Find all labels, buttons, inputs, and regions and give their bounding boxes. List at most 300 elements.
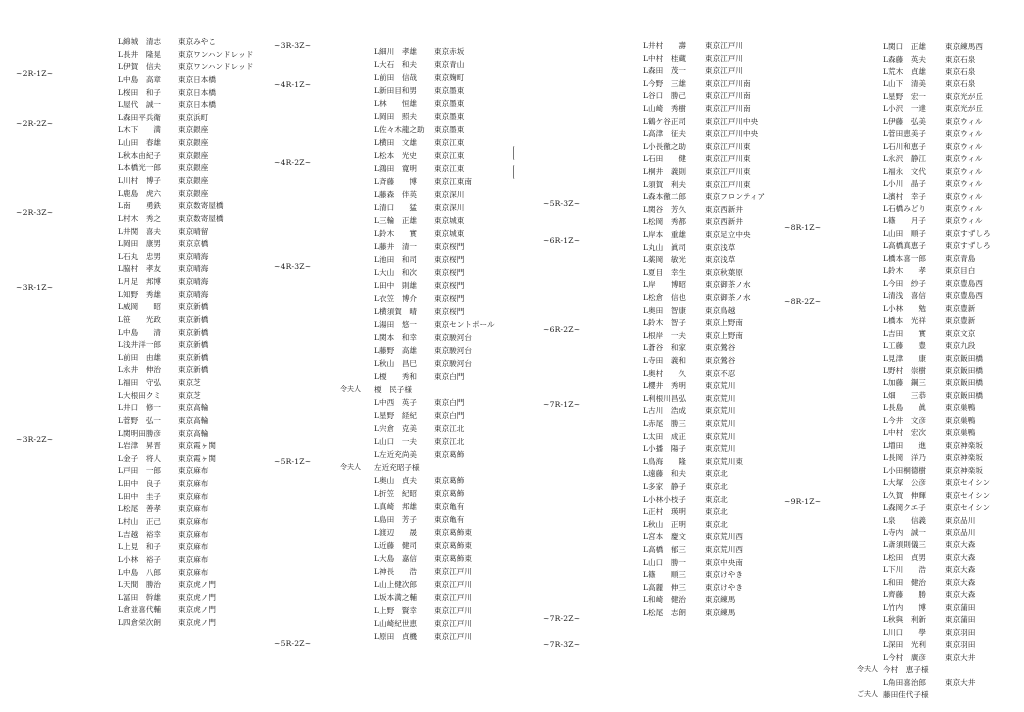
roster-entry	[118, 100, 274, 111]
club-name: 東京江戸川	[705, 41, 743, 50]
roster-entry	[118, 530, 274, 541]
member-name: L和崎 健治	[643, 595, 687, 605]
roster-entry	[643, 520, 797, 531]
club-name: 東京巣鴨	[945, 428, 976, 438]
member-name: L左近充尚美	[374, 450, 418, 459]
roster-entry	[374, 112, 524, 123]
club-name: 東京豊島西	[945, 278, 983, 288]
club-name: 東京浅草	[705, 242, 736, 252]
member-name: L上見 和子	[118, 542, 162, 552]
club-name: 東京北	[705, 507, 728, 517]
roster-entry	[883, 466, 1024, 477]
roster-entry	[643, 608, 797, 619]
member-name: L森藤 英夫	[883, 54, 927, 64]
club-name: 東京蒲田	[945, 615, 976, 625]
member-name: L桐井 義則	[643, 167, 687, 176]
roster-entry	[857, 690, 1024, 701]
member-name: L神長 浩	[374, 567, 418, 576]
club-name: 東京銀座	[178, 125, 209, 135]
club-name: 東京駿河台	[434, 346, 472, 355]
member-name: L前田 由雄	[118, 352, 162, 362]
member-name: L鴻田 寛明	[374, 164, 418, 173]
club-name: 東京麹町	[434, 73, 465, 82]
roster-entry	[643, 482, 797, 493]
roster-entry	[883, 628, 1024, 639]
member-name: L小川 晶子	[883, 179, 927, 189]
member-name: L松田 貞男	[883, 552, 927, 562]
member-name: L清口 猛	[374, 203, 418, 212]
member-name: L山口 一夫	[374, 437, 418, 446]
roster-entry	[883, 540, 1024, 551]
member-name: L藤森 伴英	[374, 190, 418, 199]
club-name: 東京文京	[945, 328, 976, 338]
club-name: 東京品川	[945, 527, 976, 537]
club-name: 東京ウィル	[945, 191, 983, 201]
roster-entry	[118, 454, 274, 465]
roster-entry	[883, 229, 1024, 240]
roster-entry	[118, 214, 274, 225]
club-name: 東京江戸川南	[705, 104, 751, 113]
club-name: 東京駿河台	[434, 333, 472, 342]
member-name: L中西 英子	[374, 398, 418, 407]
section-header: ~3R-3Z~	[274, 40, 312, 50]
club-name: 東京麻布	[178, 491, 209, 501]
member-name: L寺田 義和	[643, 356, 687, 365]
club-name: 東京日本橋	[178, 87, 216, 97]
roster-entry	[118, 479, 274, 490]
roster-entry	[883, 416, 1024, 427]
club-name: 東京麻布	[178, 466, 209, 476]
club-name: 東京鶯谷	[705, 356, 736, 365]
roster-entry	[118, 391, 274, 402]
member-name: L中村 桂蔵	[643, 53, 687, 63]
club-name: 東京目白	[945, 266, 976, 276]
club-name: 東京北	[705, 469, 728, 479]
club-name: 東京ウィル	[945, 179, 983, 189]
roster-entry	[643, 268, 797, 279]
roster-entry	[643, 394, 797, 405]
member-name: L森田 茂一	[643, 66, 687, 76]
member-name: L冨田 幹雄	[118, 592, 162, 602]
member-name: L岡田 康男	[118, 239, 162, 249]
roster-entry	[643, 91, 797, 102]
member-name: L赤尾 勝三	[643, 419, 687, 428]
club-name: 東京白門	[434, 398, 465, 407]
member-name: L関谷 芳久	[643, 204, 687, 214]
roster-entry	[374, 502, 524, 513]
member-name: L小長徹之助	[643, 141, 687, 151]
member-name: L伊藤 弘美	[883, 116, 927, 126]
roster-entry	[883, 266, 1024, 277]
club-name: 東京江戸川東	[705, 167, 751, 176]
roster-entry	[883, 304, 1024, 315]
member-name: L湯田 悠一	[374, 320, 418, 329]
member-name: L太田 成正	[643, 431, 687, 441]
member-name: L田中 圭子	[118, 491, 162, 501]
roster-entry	[883, 179, 1024, 190]
club-name: 東京江戸川	[434, 619, 472, 628]
roster-entry	[340, 385, 524, 396]
roster-entry	[118, 605, 274, 616]
member-name: L竹内 博	[883, 602, 927, 612]
section-header: ~5R-1Z~	[274, 456, 312, 466]
club-name: 東京江戸川	[434, 632, 472, 641]
club-name: 東京御茶ノ水	[705, 280, 751, 290]
member-name: L今井 文彦	[883, 415, 927, 425]
roster-entry	[118, 365, 274, 376]
club-name: 東京新橋	[178, 352, 209, 362]
club-name: 東京墨東	[434, 86, 465, 95]
member-name: L藤野 高雄	[374, 346, 418, 355]
roster-entry	[857, 665, 1024, 676]
section-header: ~3R-2Z~	[16, 434, 54, 444]
section-header: ~5R-2Z~	[274, 638, 312, 648]
member-name: L岸本 重雄	[643, 230, 687, 239]
club-name: 東京豊新	[945, 316, 976, 326]
club-name: 東京江戸川	[705, 53, 743, 63]
club-name: 東京江戸川東	[705, 141, 751, 151]
roster-entry	[374, 411, 524, 422]
member-name: L長島 眞	[883, 403, 927, 413]
member-name: L星野 経紀	[374, 411, 418, 420]
member-name: L折笠 紀昭	[374, 489, 418, 498]
roster-entry	[643, 495, 797, 506]
roster-entry	[118, 353, 274, 364]
roster-entry	[374, 255, 524, 266]
roster-entry	[883, 453, 1024, 464]
section-header: ~8R-1Z~	[784, 222, 822, 232]
member-name: L池田 和司	[374, 255, 418, 264]
member-name: L細川 孝雄	[374, 47, 418, 56]
member-name: L岩津 昇晋	[118, 441, 162, 451]
club-name: 東京荒川西	[705, 545, 743, 554]
club-name: 東京すずしろ	[945, 241, 991, 251]
member-name: L原田 貞機	[374, 632, 418, 641]
club-name: 東京荒川	[705, 444, 736, 454]
roster-entry	[883, 204, 1024, 215]
club-name: 東京ウィル	[945, 166, 983, 176]
member-name: L新田目和男	[374, 86, 418, 95]
member-name: L利根川昌弘	[643, 393, 687, 403]
member-name: L篠 月子	[883, 216, 927, 226]
roster-entry	[883, 578, 1024, 589]
club-name: 東京巣鴨	[945, 415, 976, 425]
member-name: L関口 正雄	[883, 42, 927, 51]
member-name: L松倉 信也	[643, 293, 687, 302]
club-name: 東京大井	[945, 677, 976, 687]
roster-entry	[643, 154, 797, 165]
roster-entry	[643, 142, 797, 153]
roster-entry	[643, 583, 797, 594]
club-name: 東京けやき	[705, 570, 743, 580]
roster-entry	[374, 307, 524, 318]
club-name: 東京墨東	[434, 112, 465, 121]
roster-entry	[374, 580, 524, 591]
member-name: L野村 崇樹	[883, 366, 927, 375]
member-name: L戸田 一郎	[118, 466, 162, 476]
member-name: L小林 勉	[883, 303, 927, 313]
member-name: L井関 喜夫	[118, 226, 162, 236]
member-name: L横須賀 晴	[374, 307, 418, 316]
club-name: 東京練馬西	[945, 42, 983, 51]
roster-entry	[643, 419, 797, 430]
section-header: ~6R-1Z~	[543, 236, 581, 246]
member-name: L木下 満	[118, 125, 162, 135]
roster-entry	[374, 151, 524, 162]
member-name: L中島 清	[118, 327, 162, 337]
club-name: 東京数寄屋橋	[178, 213, 224, 223]
roster-entry	[883, 603, 1024, 614]
club-name: 東京江戸川中央	[705, 116, 759, 126]
club-name: 東京麻布	[178, 504, 209, 514]
roster-entry	[643, 129, 797, 140]
club-name: 東京不忍	[705, 368, 736, 378]
member-name: L関本 和幸	[374, 333, 418, 342]
roster-entry	[883, 428, 1024, 439]
club-name: 東京江戸川東	[705, 154, 751, 164]
club-name: 東京荒川東	[705, 456, 743, 466]
member-name: L森田平兵衛	[118, 112, 162, 122]
member-name: L中島 高章	[118, 74, 162, 84]
roster-entry	[643, 79, 797, 90]
roster-entry	[118, 151, 274, 162]
member-name: L小播 陽子	[643, 444, 687, 454]
club-name: 東京麻布	[178, 567, 209, 577]
member-name: 藤田佳代子様	[883, 689, 929, 699]
roster-entry	[374, 437, 524, 448]
roster-entry	[118, 340, 274, 351]
member-name: L伊賀 信夫	[118, 62, 162, 72]
roster-entry	[118, 618, 274, 629]
roster-entry	[118, 580, 274, 591]
club-name: 東京江戸川	[434, 606, 472, 615]
member-name: L秋山 正明	[643, 519, 687, 529]
member-name: L宍倉 克美	[374, 424, 418, 433]
roster-entry	[374, 320, 524, 331]
club-name: 東京江北	[434, 424, 465, 433]
roster-entry	[118, 568, 274, 579]
roster-entry	[883, 316, 1024, 327]
member-name: L鈴木 孝	[883, 266, 927, 276]
member-name: L角田喜治郎	[883, 677, 927, 687]
club-name: 東京神楽坂	[945, 453, 983, 463]
member-name: L遠藤 和夫	[643, 469, 687, 479]
roster-entry	[643, 406, 797, 417]
club-name: 東京江東	[434, 151, 465, 160]
roster-entry	[374, 359, 524, 370]
club-name: 東京葛飾東	[434, 541, 472, 550]
member-name: L横田 文雄	[374, 138, 418, 147]
roster-entry	[374, 541, 524, 552]
roster-entry	[883, 391, 1024, 402]
club-name: 東京北	[705, 519, 728, 529]
member-name: L櫻井 秀明	[643, 381, 687, 391]
entry-honorific: 令夫人	[340, 385, 361, 393]
roster-entry	[374, 515, 524, 526]
section-header: ~4R-3Z~	[274, 261, 312, 271]
club-name: 東京ウィル	[945, 129, 983, 139]
roster-entry	[643, 180, 797, 191]
member-name: L威岡 昭	[118, 302, 162, 312]
club-name: 東京城東	[434, 229, 465, 238]
roster-entry	[643, 243, 797, 254]
member-name: L多家 静子	[643, 482, 687, 491]
member-name: L屋代 誠一	[118, 100, 162, 110]
roster-entry	[883, 329, 1024, 340]
member-name: L笹 光政	[118, 314, 162, 324]
member-name: L星野 宏一	[883, 91, 927, 101]
club-name: 東京ウィル	[945, 116, 983, 126]
roster-entry	[118, 113, 274, 124]
roster-entry	[883, 653, 1024, 664]
roster-entry	[374, 294, 524, 305]
member-name: L秋與 利新	[883, 615, 927, 625]
club-name: 東京品川	[945, 515, 976, 525]
member-name: L松岡 秀都	[643, 217, 687, 227]
club-name: 東京荒川	[705, 393, 736, 403]
member-name: L下川 浩	[883, 565, 927, 575]
roster-entry	[118, 302, 274, 313]
member-name: L寺内 誠一	[883, 527, 927, 537]
club-name: 東京日本橋	[178, 74, 216, 84]
roster-entry	[118, 466, 274, 477]
roster-entry	[374, 593, 524, 604]
roster-entry	[118, 138, 274, 149]
roster-entry	[643, 192, 797, 203]
club-name: 東京浜町	[178, 112, 209, 122]
club-name: 東京青山	[434, 60, 465, 69]
member-name: L小沢 一達	[883, 104, 927, 114]
member-name: L和田 健治	[883, 577, 927, 587]
member-name: L永沢 静江	[883, 154, 927, 164]
roster-entry	[643, 306, 797, 317]
club-name: 東京青島	[945, 253, 976, 263]
roster-entry	[118, 189, 274, 200]
member-name: L村山 正己	[118, 516, 162, 526]
member-name: L関明田勝彦	[118, 428, 162, 438]
member-name: L高橋 郁三	[643, 545, 687, 554]
roster-entry	[118, 264, 274, 275]
club-name: 東京光が丘	[945, 91, 983, 101]
club-name: 東京神楽坂	[945, 465, 983, 475]
roster-entry	[374, 606, 524, 617]
club-name: 東京虎ノ門	[178, 618, 216, 627]
member-name: L正村 瑛明	[643, 507, 687, 517]
section-header: ~7R-1Z~	[543, 400, 581, 410]
member-name: L林 恒雄	[374, 99, 418, 108]
roster-entry	[883, 590, 1024, 601]
member-name: L森岡クエ子	[883, 503, 926, 512]
roster-entry	[883, 279, 1024, 290]
roster-entry	[643, 255, 797, 266]
roster-entry	[374, 567, 524, 578]
roster-entry	[374, 86, 524, 97]
member-name: L福田 守弘	[118, 378, 162, 387]
club-name: 東京ワンハンドレッド	[178, 49, 254, 59]
club-name: 東京江戸川	[434, 567, 472, 576]
club-name: 東京荒川	[705, 406, 736, 416]
member-name: L秋本由紀子	[118, 150, 162, 160]
roster-entry	[118, 542, 274, 553]
roster-entry	[883, 167, 1024, 178]
roster-entry	[883, 104, 1024, 115]
club-name: 東京晴海	[178, 277, 209, 286]
roster-entry	[883, 491, 1024, 502]
member-name: L山上健次郎	[374, 580, 418, 589]
roster-entry	[374, 125, 524, 136]
club-name: 東京高輪	[178, 403, 209, 413]
club-name: 東京高輪	[178, 415, 209, 425]
club-name: 東京桜門	[434, 307, 465, 316]
roster-entry	[118, 378, 274, 389]
roster-entry	[374, 268, 524, 279]
club-name: 東京江東	[434, 138, 465, 147]
club-name: 東京飯田橋	[945, 378, 983, 388]
club-name: 東京京橋	[178, 239, 209, 249]
member-name: L石橋みどり	[883, 204, 927, 213]
member-name: L工藤 豊	[883, 341, 927, 350]
roster-entry	[374, 528, 524, 539]
club-name: 東京葛飾東	[434, 528, 472, 537]
roster-entry	[883, 154, 1024, 165]
roster-entry	[374, 333, 524, 344]
club-name: 東京北	[705, 482, 728, 491]
club-name: 東京深川	[434, 203, 465, 212]
roster-entry	[643, 595, 797, 606]
member-name: L本橋光一郎	[118, 163, 162, 173]
roster-entry	[643, 167, 797, 178]
member-name: L鶴ケ谷正司	[643, 116, 687, 126]
club-name: 東京銀座	[178, 175, 209, 185]
club-name: 東京ウィル	[945, 204, 983, 213]
roster-entry	[374, 177, 524, 188]
club-name: 東京荒川	[705, 431, 736, 441]
roster-entry	[883, 678, 1024, 689]
club-name: 東京白門	[434, 372, 465, 381]
roster-entry	[374, 229, 524, 240]
member-name: L増田 進	[883, 440, 927, 450]
member-name: L篠 順三	[643, 570, 687, 580]
roster-entry	[118, 252, 274, 263]
roster-entry	[374, 450, 524, 461]
member-name: L天間 勝治	[118, 580, 162, 590]
club-name: 東京練馬	[705, 595, 736, 605]
club-name: 東京御茶ノ水	[705, 293, 751, 302]
member-name: L鈴木 實	[374, 229, 418, 238]
section-header: ~7R-2Z~	[543, 614, 581, 624]
roster-entry	[118, 315, 274, 326]
club-name: 東京江戸川中央	[705, 129, 759, 139]
roster-entry	[643, 217, 797, 228]
roster-entry	[643, 205, 797, 216]
club-name: 東京蒲田	[945, 602, 976, 612]
roster-entry	[883, 55, 1024, 66]
club-name: 東京中央南	[705, 557, 743, 567]
member-name: L清浅 喜信	[883, 291, 927, 301]
section-header: ~8R-2Z~	[784, 297, 822, 307]
club-name: 東京銀座	[178, 138, 209, 147]
roster-entry	[883, 79, 1024, 90]
club-name: 東京大森	[945, 577, 976, 587]
club-name: 東京飯田橋	[945, 390, 983, 400]
club-name: 東京葛飾東	[434, 554, 472, 563]
member-name: L綿城 清志	[118, 37, 162, 46]
section-header: ~4R-2Z~	[274, 157, 312, 167]
club-name: 東京銀座	[178, 163, 209, 173]
club-name: 東京ワンハンドレッド	[178, 62, 254, 72]
roster-entry	[883, 42, 1024, 53]
club-name: 東京飯田橋	[945, 353, 983, 363]
